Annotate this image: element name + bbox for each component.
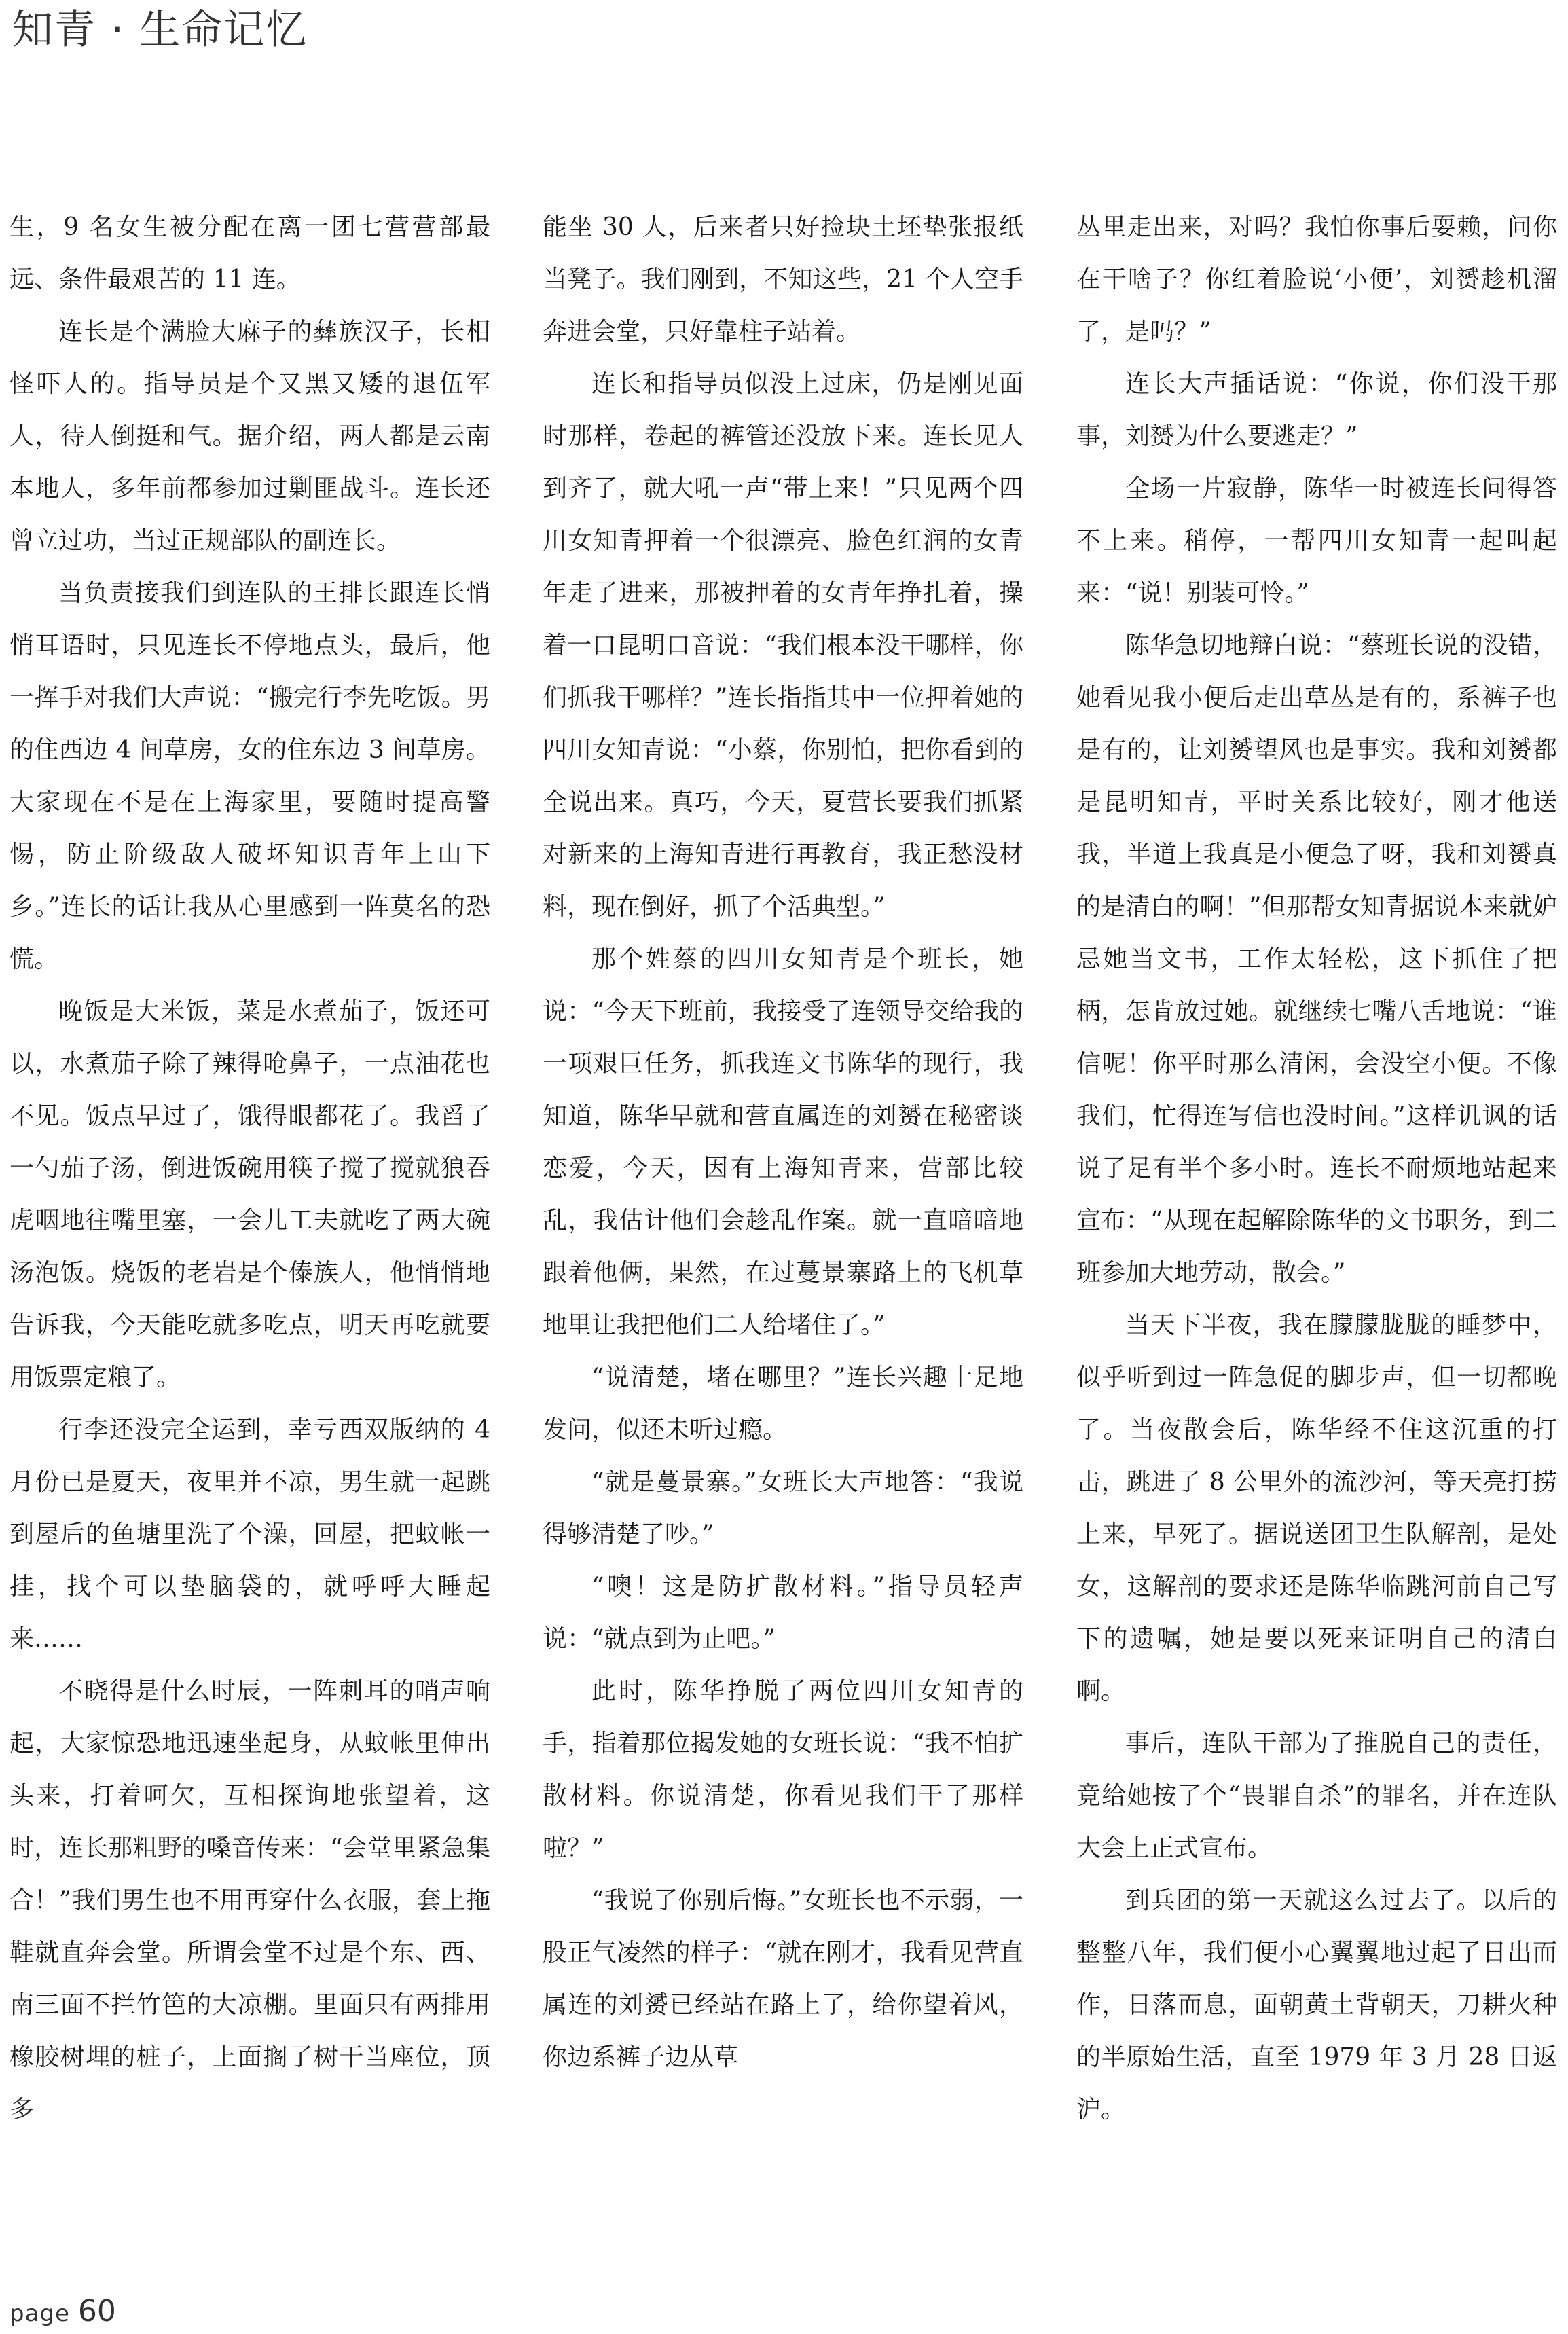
paragraph: 连长大声插话说：“你说，你们没干那事，刘赟为什么要逃走？” (1076, 370, 1557, 450)
paragraph: 生，9 名女生被分配在离一团七营营部最远、条件最艰苦的 11 连。 (10, 213, 490, 293)
paragraph: 陈华急切地辩白说：“蔡班长说的没错，她看见我小便后走出草丛是有的，系裤子也是有的，让刘赟望风也是事实。我和刘赟都是昆明知青，平时关系比较好，刚才他送我，半道上我真是小便急了呀，我和刘赟真的是清白的啊！”但那帮女知青据说本来就妒忌她当文书，工作太轻松，这下抓住了把柄，怎肯放过她。就继续七嘴八舌地说：“谁信呢！你平时那么清闲，会没空小便。不像我们，忙得连写信也没时间。”这样讥讽的话说了足有半个多小时。连长不耐烦地站起来宣布：“从现在起解除陈华的文书职务，到二班参加大地劳动，散会。” (1076, 632, 1557, 1287)
paragraph: 事后，连队干部为了推脱自己的责任，竟给她按了个“畏罪自杀”的罪名，并在连队大会上正式宣布。 (1076, 1730, 1557, 1862)
paragraph: 当天下半夜，我在朦朦胧胧的睡梦中，似乎听到过一阵急促的脚步声，但一切都晚了。当夜散会后，陈华经不住这沉重的打击，跳进了 8 公里外的流沙河，等天亮打捞上来，早死了。据说送团卫生队解剖，是处女，这解剖的要求还是陈华临跳河前自己写下的遗嘱，她是要以死来证明自己的清白啊。 (1076, 1311, 1557, 1705)
text-column-2 (543, 201, 1023, 2083)
paragraph: 到兵团的第一天就这么过去了。以后的整整八年，我们便小心翼翼地过起了日出而作，日落而息，面朝黄土背朝天，刀耕火种的半原始生活，直至 1979 年 3 月 28 日返沪。 (1076, 1886, 1557, 2123)
paragraph: 晚饭是大米饭，菜是水煮茄子，饭还可以，水煮茄子除了辣得呛鼻子，一点油花也不见。饭点早过了，饿得眼都花了。我舀了一勺茄子汤，倒进饭碗用筷子搅了搅就狼吞虎咽地往嘴里塞，一会儿工夫就吃了两大碗汤泡饭。烧饭的老岩是个傣族人，他悄悄地告诉我，今天能吃就多吃点，明天再吃就要用饭票定粮了。 (10, 998, 490, 1391)
paragraph: 行李还没完全运到，幸亏西双版纳的 4 月份已是夏天，夜里并不凉，男生就一起跳到屋后的鱼塘里洗了个澡，回屋，把蚊帐一挂，找个可以垫脑袋的，就呼呼大睡起来…… (10, 1416, 490, 1653)
paragraph: 不晓得是什么时辰，一阵刺耳的哨声响起，大家惊恐地迅速坐起身，从蚊帐里伸出头来，打着呵欠，互相探询地张望着，这时，连长那粗野的嗓音传来：“会堂里紧急集合！”我们男生也不用再穿什么衣服，套上拖鞋就直奔会堂。所谓会堂不过是个东、西、南三面不拦竹笆的大凉棚。里面只有两排用橡胶树埋的桩子，上面搁了树干当座位，顶多 (10, 1677, 490, 2123)
paragraph: 全场一片寂静，陈华一时被连长问得答不上来。稍停，一帮四川女知青一起叫起来：“说！别装可怜。” (1076, 475, 1557, 607)
paragraph: 连长和指导员似没上过床，仍是刚见面时那样，卷起的裤管还没放下来。连长见人到齐了，就大吼一声“带上来！”只见两个四川女知青押着一个很漂亮、脸色红润的女青年走了进来，那被押着的女青年挣扎着，操着一口昆明口音说：“我们根本没干哪样，你们抓我干哪样？”连长指指其中一位押着她的四川女知青说：“小蔡，你别怕，把你看到的全说出来。真巧，今天，夏营长要我们抓紧对新来的上海知青进行再教育，我正愁没材料，现在倒好，抓了个活典型。” (543, 370, 1023, 921)
paragraph: 连长是个满脸大麻子的彝族汉子，长相怪吓人的。指导员是个又黑又矮的退伍军人，待人倒挺和气。据介绍，两人都是云南本地人，多年前都参加过剿匪战斗。连长还曾立过功，当过正规部队的副连长。 (10, 318, 490, 555)
paragraph: 丛里走出来，对吗？我怕你事后耍赖，问你在干啥子？你红着脸说‘小便’，刘赟趁机溜了，是吗？” (1076, 213, 1557, 346)
paragraph: 能坐 30 人，后来者只好捡块土坯垫张报纸当凳子。我们刚到，不知这些，21 个人空手奔进会堂，只好靠柱子站着。 (543, 213, 1023, 346)
section-title: 知青 · 生命记忆 (12, 6, 308, 54)
page-footer (10, 2294, 116, 2329)
page-number: 60 (77, 2294, 116, 2329)
paragraph: 当负责接我们到连队的王排长跟连长悄悄耳语时，只见连长不停地点头，最后，他一挥手对我们大声说：“搬完行李先吃饭。男的住西边 4 间草房，女的住东边 3 间草房。大家现在不是在上海家里，要随时提高警惕，防止阶级敌人破坏知识青年上山下乡。”连长的话让我从心里感到一阵莫名的恐慌。 (10, 579, 490, 973)
paragraph: 此时，陈华挣脱了两位四川女知青的手，指着那位揭发她的女班长说：“我不怕扩散材料。你说清楚，你看见我们干了那样啦？” (543, 1677, 1023, 1862)
paragraph: 那个姓蔡的四川女知青是个班长，她说：“今天下班前，我接受了连领导交给我的一项艰巨任务，抓我连文书陈华的现行，我知道，陈华早就和营直属连的刘赟在秘密谈恋爱，今天，因有上海知青来，营部比较乱，我估计他们会趁乱作案。就一直暗暗地跟着他俩，果然，在过蔓景寨路上的飞机草地里让我把他们二人给堵住了。” (543, 945, 1023, 1339)
paragraph: “噢！这是防扩散材料。”指导员轻声说：“就点到为止吧。” (543, 1573, 1023, 1653)
paragraph: “说清楚，堵在哪里？”连长兴趣十足地发问，似还未听过瘾。 (543, 1364, 1023, 1444)
paragraph: “我说了你别后悔。”女班长也不示弱，一股正气凌然的样子：“就在刚才，我看见营直属连的刘赟已经站在路上了，给你望着风，你边系裤子边从草 (543, 1886, 1023, 2071)
paragraph: “就是蔓景寨。”女班长大声地答：“我说得够清楚了吵。” (543, 1468, 1023, 1548)
page-label: page (10, 2300, 70, 2327)
text-column-1 (10, 201, 490, 2136)
text-column-3 (1076, 201, 1557, 2136)
